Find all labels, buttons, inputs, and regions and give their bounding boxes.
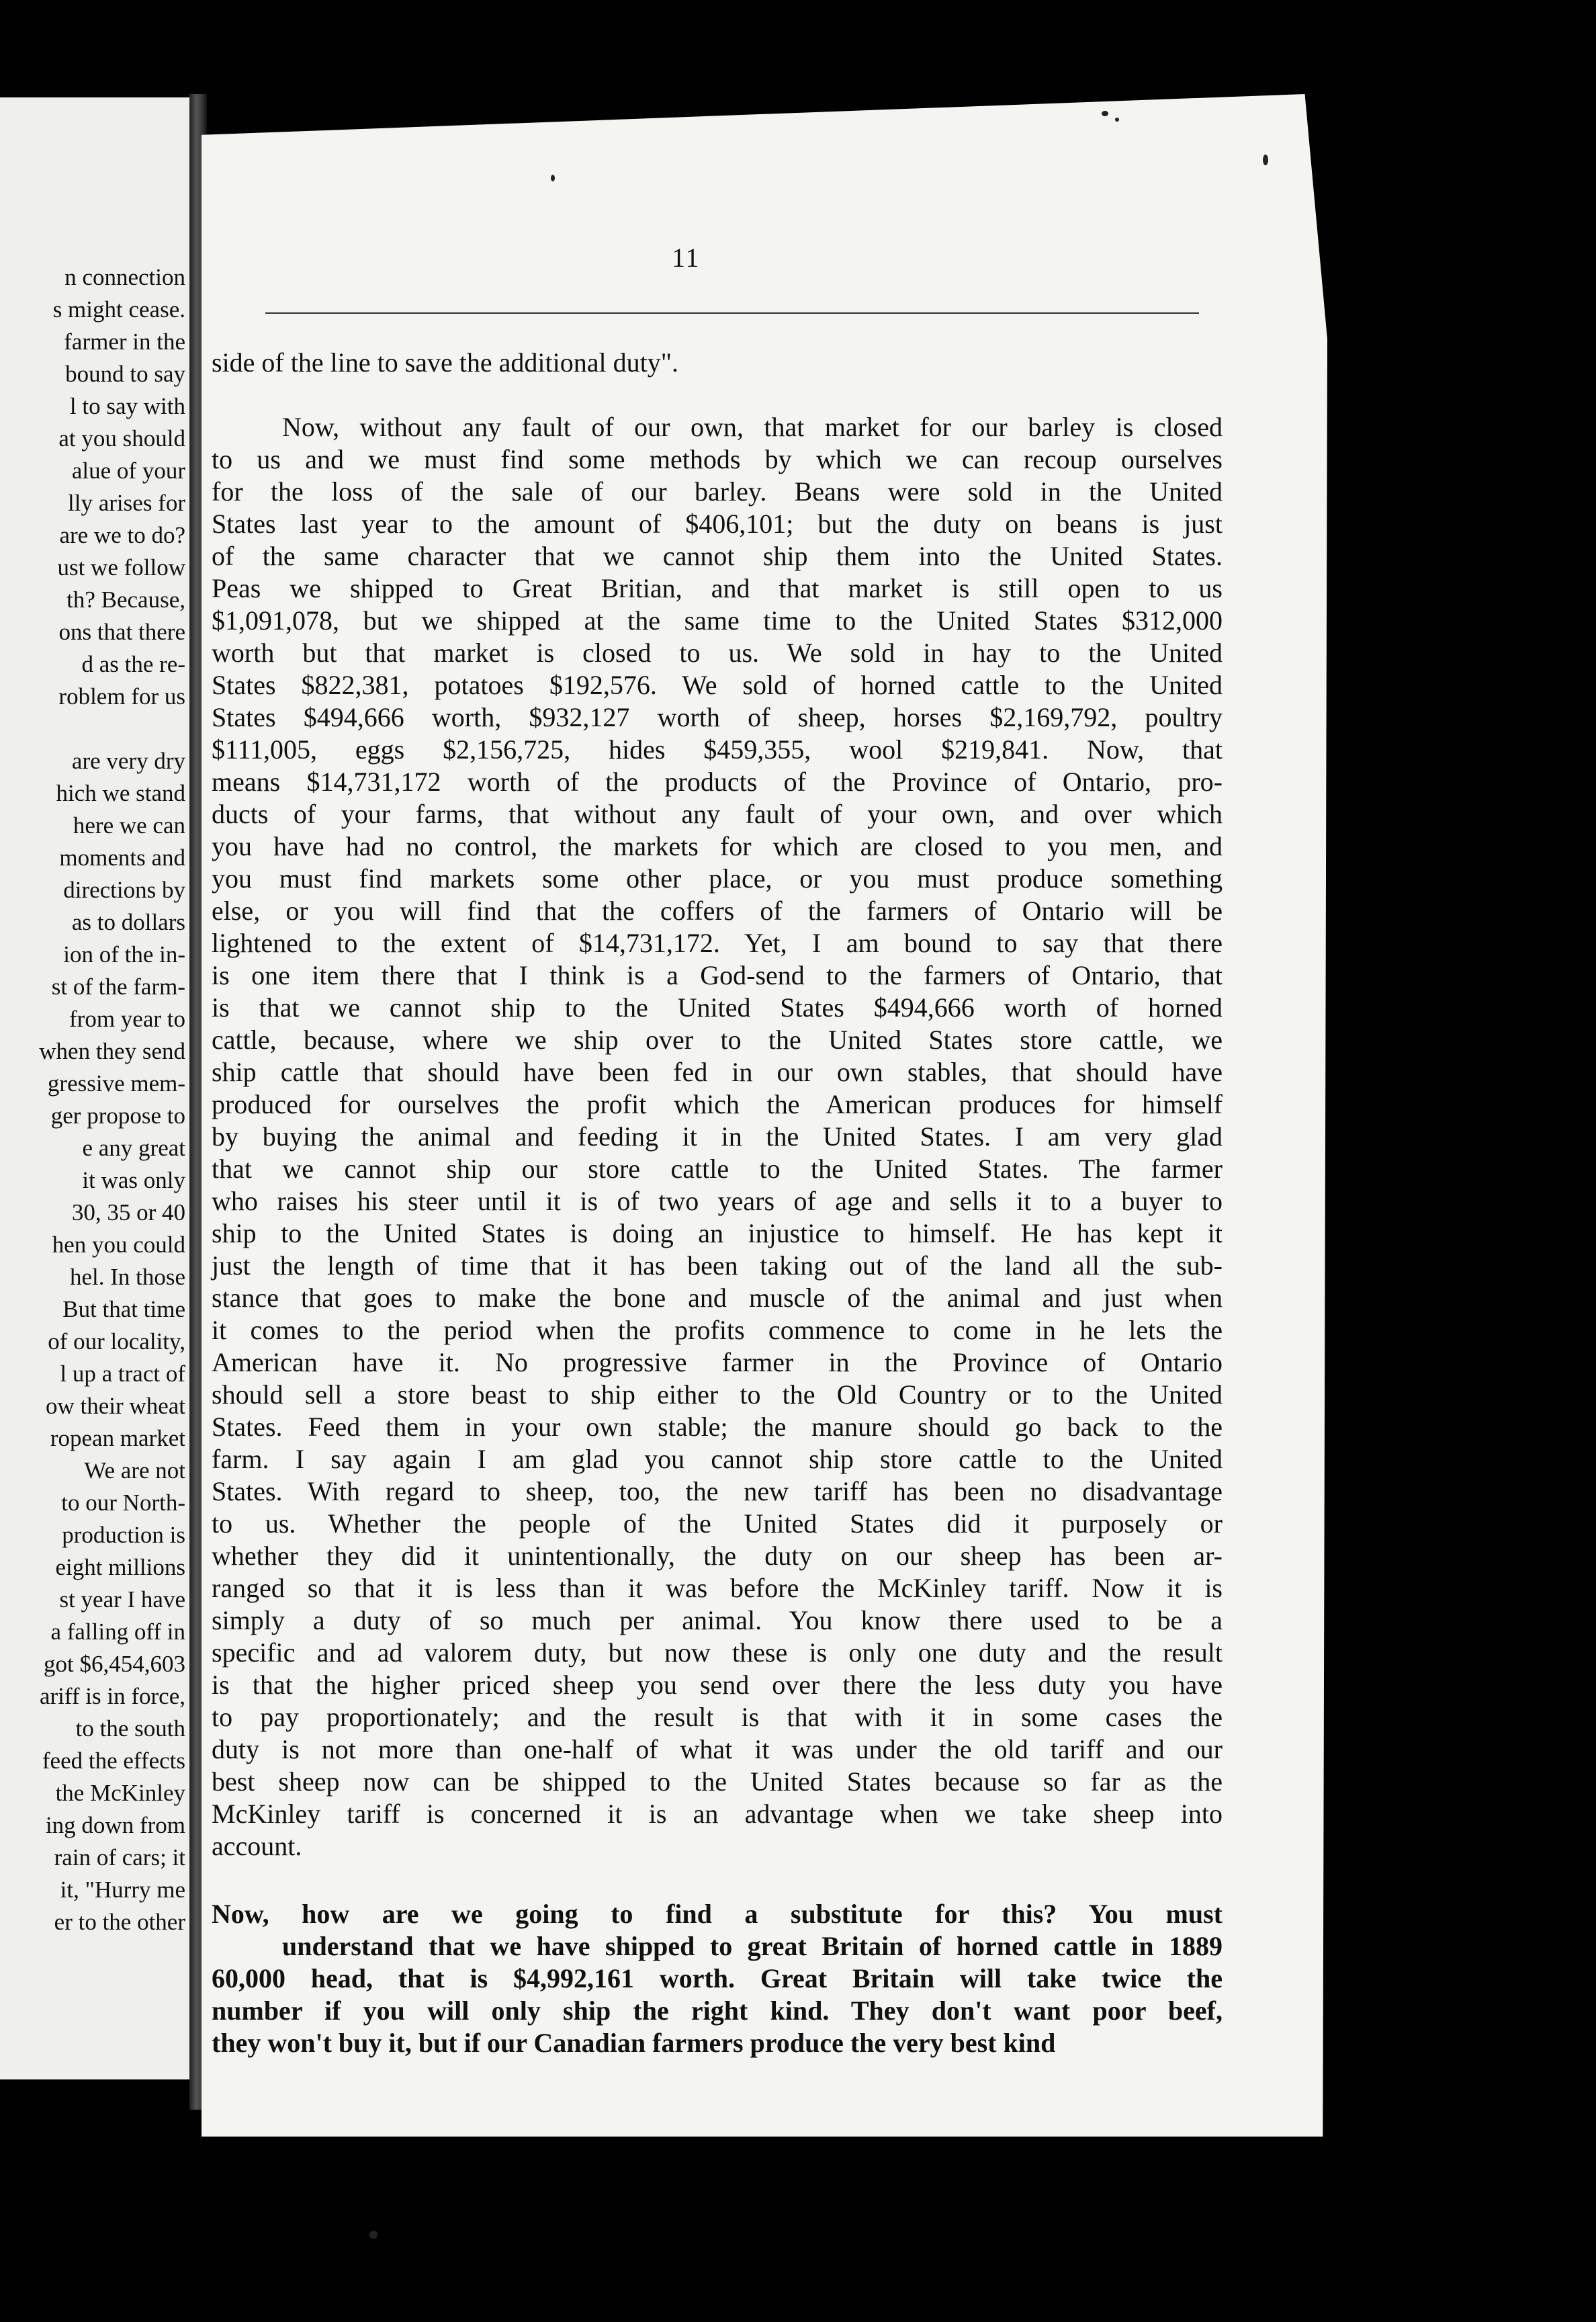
left-column-line: production is — [62, 1522, 185, 1548]
body-line: $1,091,078, but we shipped at the same time to the United States $312,000 — [212, 605, 1223, 636]
left-column-line: ion of the in- — [63, 941, 185, 968]
body-line: to pay proportionately; and the result is that with it in some cases the — [212, 1702, 1223, 1732]
left-column-line: ons that there — [58, 619, 185, 645]
left-column-line: it was only — [82, 1167, 185, 1193]
body-line: side of the line to save the additional duty". — [212, 347, 679, 378]
body-line: just the length of time that it has been taking out of the land all the sub- — [212, 1250, 1223, 1281]
left-column-line: l up a tract of — [60, 1361, 185, 1387]
body-line: ship cattle that should have been fed in our own stables, that should have — [212, 1057, 1223, 1087]
left-column-line: ariff is in force, — [39, 1683, 185, 1709]
left-column-line: hel. In those — [69, 1264, 185, 1290]
body-line: account. — [212, 1831, 302, 1861]
body-line: that we cannot ship our store cattle to the United States. The farmer — [212, 1154, 1223, 1184]
left-column-line: to the south — [75, 1715, 185, 1742]
left-column-line: are we to do? — [59, 522, 185, 548]
left-column-line: a falling off in — [50, 1619, 185, 1645]
left-column-line: got $6,454,603 — [44, 1651, 185, 1677]
page-number: 11 — [672, 243, 701, 273]
scan-speck — [1263, 155, 1268, 165]
left-column-line: gressive mem- — [47, 1070, 185, 1096]
body-line: farm. I say again I am glad you cannot ship store cattle to the United — [212, 1444, 1223, 1474]
body-line: specific and ad valorem duty, but now these is only one duty and the result — [212, 1637, 1223, 1668]
body-line: 60,000 head, that is $4,992,161 worth. Great Britain will take twice the — [212, 1963, 1223, 1993]
body-line: number if you will only ship the right kind. They don't want poor beef, — [212, 1995, 1223, 2026]
left-column-line: th? Because, — [66, 587, 185, 613]
left-column-line: are very dry — [71, 748, 185, 774]
body-line: understand that we have shipped to great Britain of horned cattle in 1889 — [282, 1931, 1223, 1961]
left-column-line: here we can — [73, 812, 185, 838]
left-column-line: bound to say — [65, 361, 185, 387]
body-line: to us. Whether the people of the United States did it purposely or — [212, 1508, 1223, 1539]
left-column-line: of our locality, — [48, 1328, 185, 1354]
left-column-line: when they send — [39, 1038, 185, 1064]
body-line: by buying the animal and feeding it in the United States. I am very glad — [212, 1121, 1223, 1152]
body-line: is one item there that I think is a God-send to the farmers of Ontario, that — [212, 960, 1223, 990]
left-column-line: hich we stand — [56, 780, 185, 806]
left-column-line: er to the other — [54, 1909, 185, 1935]
body-line: else, or you will find that the coffers of the farmers of Ontario will be — [212, 896, 1223, 926]
left-column-line: as to dollars — [71, 909, 185, 935]
scan-speck — [369, 2231, 378, 2239]
left-column-line: But that time — [62, 1296, 185, 1322]
body-line: should sell a store beast to ship either to the Old Country or to the United — [212, 1379, 1223, 1410]
body-line: means $14,731,172 worth of the products of the Province of Ontario, pro- — [212, 767, 1223, 797]
body-line: States last year to the amount of $406,101; but the duty on beans is just — [212, 509, 1223, 539]
body-line: of the same character that we cannot ship them into the United States. — [212, 541, 1223, 571]
left-column-line: e any great — [82, 1135, 185, 1161]
body-line: who raises his steer until it is of two years of age and sells it to a buyer to — [212, 1186, 1223, 1216]
left-page-fragment — [0, 97, 189, 2079]
body-line: ship to the United States is doing an injustice to himself. He has kept it — [212, 1218, 1223, 1248]
body-line: lightened to the extent of $14,731,172. Yet, I am bound to say that there — [212, 928, 1223, 958]
body-line: best sheep now can be shipped to the United States because so far as the — [212, 1766, 1223, 1797]
scan-speck — [1115, 118, 1119, 122]
body-line: produced for ourselves the profit which the American produces for himself — [212, 1089, 1223, 1119]
body-line: you must find markets some other place, or you must produce something — [212, 863, 1223, 894]
body-line: cattle, because, where we ship over to the United States store cattle, we — [212, 1025, 1223, 1055]
body-line: States $494,666 worth, $932,127 worth of sheep, horses $2,169,792, poultry — [212, 702, 1223, 732]
body-line: they won't buy it, but if our Canadian farmers produce the very best kind — [212, 2028, 1056, 2058]
body-line: worth but that market is closed to us. We sold in hay to the United — [212, 638, 1223, 668]
left-column-line: n connection — [64, 264, 185, 290]
left-column-line: roblem for us — [58, 683, 185, 710]
scan-speck — [551, 175, 555, 181]
left-column-line: 30, 35 or 40 — [71, 1199, 185, 1226]
left-column-line: lly arises for — [68, 490, 185, 516]
body-line: Peas we shipped to Great Britian, and that market is still open to us — [212, 573, 1223, 603]
left-column-line: feed the effects — [42, 1748, 185, 1774]
left-column-line: hen you could — [52, 1232, 185, 1258]
left-column-line: l to say with — [69, 393, 185, 419]
body-line: you have had no control, the markets for which are closed to you men, and — [212, 831, 1223, 861]
left-column-line: farmer in the — [64, 329, 185, 355]
body-line: for the loss of the sale of our barley. Beans were sold in the United — [212, 476, 1223, 507]
body-line: duty is not more than one-half of what it was under the old tariff and our — [212, 1734, 1223, 1764]
left-column-line: ger propose to — [50, 1103, 185, 1129]
body-line: $111,005, eggs $2,156,725, hides $459,355, wool $219,841. Now, that — [212, 734, 1223, 765]
body-line: States. Feed them in your own stable; the manure should go back to the — [212, 1412, 1223, 1442]
body-line: McKinley tariff is concerned it is an advantage when we take sheep into — [212, 1799, 1223, 1829]
left-column-line: st of the farm- — [51, 974, 185, 1000]
body-line: to us and we must find some methods by which we can recoup ourselves — [212, 444, 1223, 474]
left-column-line: alue of your — [71, 458, 185, 484]
body-line: it comes to the period when the profits commence to come in he lets the — [212, 1315, 1223, 1345]
left-column-line: moments and — [59, 845, 185, 871]
body-line: States. With regard to sheep, too, the new tariff has been no disadvantage — [212, 1476, 1223, 1506]
body-line: Now, without any fault of our own, that market for our barley is closed — [282, 412, 1223, 442]
left-column-line: at you should — [58, 425, 185, 452]
body-line: whether they did it unintentionally, the duty on our sheep has been ar- — [212, 1541, 1223, 1571]
left-column-line: the McKinley — [55, 1780, 185, 1806]
left-column-line: from year to — [69, 1006, 185, 1032]
left-column-line: ust we follow — [57, 554, 185, 580]
left-column-line: ropean market — [50, 1425, 185, 1451]
body-line: simply a duty of so much per animal. You know there used to be a — [212, 1605, 1223, 1635]
left-column-line: s might cease. — [52, 296, 185, 322]
left-column-line: st year I have — [59, 1586, 185, 1612]
body-line: American have it. No progressive farmer in the Province of Ontario — [212, 1347, 1223, 1377]
body-line: States $822,381, potatoes $192,576. We sold of horned cattle to the United — [212, 670, 1223, 700]
body-line: stance that goes to make the bone and muscle of the animal and just when — [212, 1283, 1223, 1313]
left-column-line: directions by — [63, 877, 185, 903]
left-column-line: We are not — [84, 1457, 185, 1484]
body-line: is that we cannot ship to the United States $494,666 worth of horned — [212, 992, 1223, 1023]
left-column-line: ow their wheat — [46, 1393, 185, 1419]
scan-speck — [1102, 111, 1108, 116]
body-line: ranged so that it is less than it was before the McKinley tariff. Now it is — [212, 1573, 1223, 1603]
body-line: ducts of your farms, that without any fault of your own, and over which — [212, 799, 1223, 829]
body-line: Now, how are we going to find a substitute for this? You must — [212, 1899, 1223, 1929]
left-column-line: d as the re- — [81, 651, 185, 677]
body-line: is that the higher priced sheep you send over there the less duty you have — [212, 1670, 1223, 1700]
left-column-line: ing down from — [45, 1812, 185, 1838]
left-column-line: eight millions — [55, 1554, 185, 1580]
left-column-line: rain of cars; it — [54, 1844, 185, 1870]
left-column-line: to our North- — [61, 1490, 185, 1516]
left-column-line: it, "Hurry me — [60, 1877, 185, 1903]
header-rule — [265, 312, 1199, 314]
